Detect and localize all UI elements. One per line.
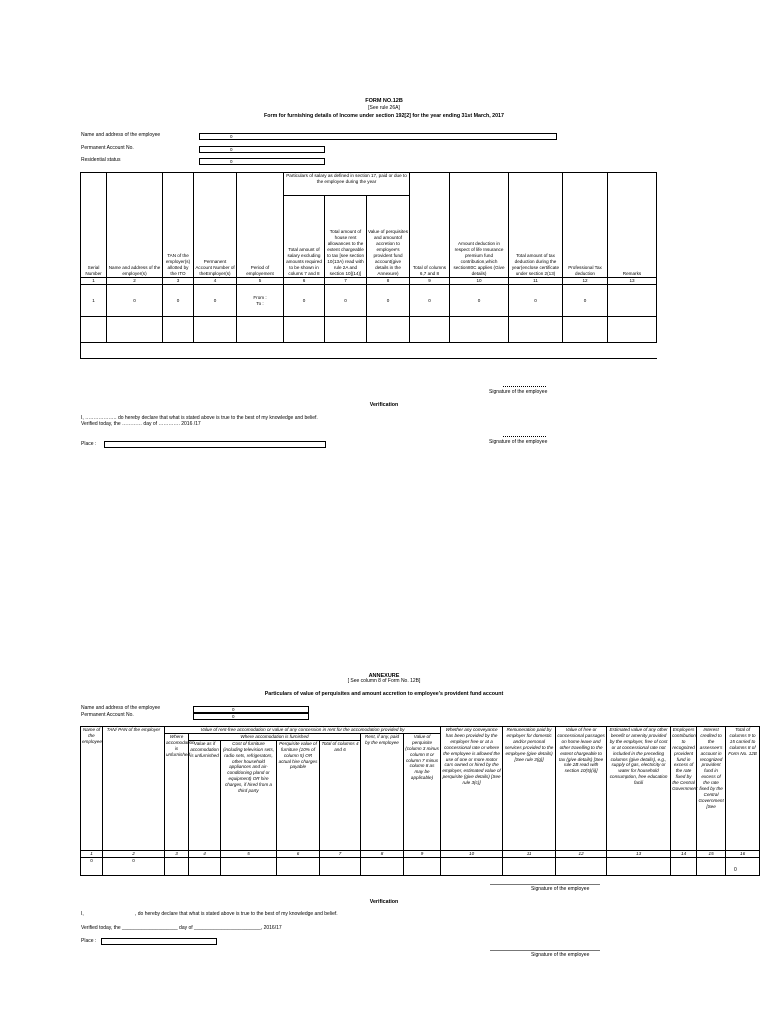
col-number: 1 xyxy=(81,850,103,857)
table-cell: 0 xyxy=(194,285,237,317)
place-field[interactable] xyxy=(104,441,326,448)
residential-status-field[interactable]: 0 xyxy=(199,158,325,165)
col-header: Total of columns 6,7 and 8 xyxy=(410,173,450,278)
table-cell xyxy=(277,857,320,875)
table-cell: 0 xyxy=(450,285,509,317)
col-header: Interest credited to the assessee's account in recognized provident fund in excess of the rate fixed by the Central Government [See xyxy=(697,727,726,851)
col-header: Total of columns 9 to 15 carried to columns 8 of Form No. 12B xyxy=(726,727,760,851)
col-number: 8 xyxy=(361,850,404,857)
col-header: Perquisite value of furniture (10% of column 5) OR actual hire charges payable xyxy=(277,740,320,850)
col-number: 6 xyxy=(284,278,325,285)
annexure-pan-label: Permanent Account No. xyxy=(81,712,134,718)
col-number: 4 xyxy=(189,850,221,857)
table-cell: 0 xyxy=(81,857,103,875)
annexure-name-field[interactable]: 0 xyxy=(193,706,309,713)
annexure-signature-label: Signature of the employee xyxy=(531,886,590,892)
residential-status-label: Residential status xyxy=(81,157,121,163)
table-cell xyxy=(563,317,608,343)
form-rule: [See rule 26A] xyxy=(368,105,400,111)
salary-group-header: Particulars of salary as defined in section 17, paid or due to the employee during the year xyxy=(284,173,410,196)
col-number: 12 xyxy=(556,850,607,857)
col-number: 11 xyxy=(503,850,556,857)
table-footer-row xyxy=(81,343,657,359)
pan-field[interactable]: 0 xyxy=(199,146,325,153)
col-header: TAN of the employer(s) allotted by the ITO xyxy=(163,173,194,278)
col-header: Rent, if any, paid by the employee xyxy=(361,733,404,850)
employee-name-field[interactable]: 0 xyxy=(199,133,557,140)
table-cell xyxy=(608,317,657,343)
signature-line xyxy=(503,386,546,387)
table-cell xyxy=(450,317,509,343)
table-cell xyxy=(237,317,284,343)
col-number: 5 xyxy=(237,278,284,285)
col-number: 11 xyxy=(509,278,563,285)
col-header: Value of perquisite (column 3 minus column 8 or column 7 minus column 8 as may be applicable) xyxy=(404,733,441,850)
col-header: Amount deduction in respect of life Insurance premium fund contribution,which section80C applies (Give details) xyxy=(450,173,509,278)
annexure-place-field[interactable] xyxy=(101,938,217,945)
col-number: 8 xyxy=(367,278,410,285)
col-number: 9 xyxy=(404,850,441,857)
table-cell: 0 xyxy=(284,285,325,317)
signature-label: Signature of the employee xyxy=(489,389,548,395)
table-cell xyxy=(607,857,671,875)
table-cell: 0 xyxy=(509,285,563,317)
signature-line xyxy=(490,950,600,951)
table-cell xyxy=(608,285,657,317)
table-cell xyxy=(671,857,697,875)
table-cell xyxy=(410,317,450,343)
table-cell xyxy=(325,317,367,343)
table-cell: 0 xyxy=(563,285,608,317)
col-header: Professional Tax deduction xyxy=(563,173,608,278)
col-number: 13 xyxy=(608,278,657,285)
col-number: 14 xyxy=(671,850,697,857)
table-cell xyxy=(284,317,325,343)
table-cell xyxy=(556,857,607,875)
rent-group-header: Value of rent-free accomodation or value of any concession in rent for the accomodation provided by xyxy=(165,727,441,734)
col-header: Value of free or concessional passages on home leave and other travelling to the extent chargeable to tax (give details) [See rule 2B read with section 10(5)(ii)] xyxy=(556,727,607,851)
declaration-text: I, ………………. do hereby declare that what is stated above is true to the best of my knowledge and belief. xyxy=(81,415,318,421)
table-cell: 0 xyxy=(107,285,163,317)
pan-label: Permanent Account No. xyxy=(81,145,134,151)
form-title: FORM NO.12B xyxy=(365,98,403,104)
col-number: 16 xyxy=(726,850,760,857)
col-number: 7 xyxy=(325,278,367,285)
table-cell xyxy=(503,857,556,875)
table-cell: 0 xyxy=(163,285,194,317)
col-header: Where accomodation is unfurnished xyxy=(165,733,189,850)
table-cell: 1 xyxy=(81,285,107,317)
table-cell: 0 xyxy=(325,285,367,317)
trailing-zero: 0 xyxy=(734,867,737,873)
annexure-name-label: Name and address of the employee xyxy=(81,705,161,711)
verified-text: Verified today, the ………… day of …………. 2016 /17 xyxy=(81,421,201,427)
col-header: Name of the employee xyxy=(81,727,103,851)
col-number: 4 xyxy=(194,278,237,285)
signature-line xyxy=(503,436,546,437)
annexure-pan-field[interactable]: 0 xyxy=(193,713,309,720)
table-cell xyxy=(404,857,441,875)
table-cell xyxy=(320,857,361,875)
col-number: 5 xyxy=(221,850,277,857)
table-cell xyxy=(107,317,163,343)
table-cell xyxy=(697,857,726,875)
annexure-ref: [ See column 8 of Form No. 12B] xyxy=(347,678,421,684)
table-cell: 0 xyxy=(367,285,410,317)
col-header: Whether any conveyance has been provided by the employer free or at a concessional rate or where the employee is allowed the use of one or more motor cars owned or hired by the employer, estimated value of perquisite (give details) [See rule 3(c)] xyxy=(441,727,503,851)
col-header: Value of perquisites and amountof accretion to employee's provident fund account(give details in the Annexure) xyxy=(367,196,410,278)
col-header: Name and address of the employer(s) xyxy=(107,173,163,278)
table-cell xyxy=(189,857,221,875)
salary-table xyxy=(80,172,657,359)
col-number: 9 xyxy=(410,278,450,285)
signature-line xyxy=(490,884,600,885)
col-header: Remarks xyxy=(608,173,657,278)
table-cell-period: From : To : xyxy=(237,285,284,317)
col-header: Period of employement xyxy=(237,173,284,278)
col-header: Total amount of tax deduction during the year(enclose certificate under section 2(13) xyxy=(509,173,563,278)
table-cell xyxy=(81,317,107,343)
col-header: Value as if accomodation is unfurnished xyxy=(189,740,221,850)
table-cell xyxy=(221,857,277,875)
col-header: TAN/ PAN of the employer xyxy=(103,727,165,851)
table-cell xyxy=(194,317,237,343)
col-number: 2 xyxy=(107,278,163,285)
table-cell: 0 xyxy=(103,857,165,875)
furnished-subheader: Where accomodation is furnished xyxy=(189,733,361,740)
col-number: 3 xyxy=(163,278,194,285)
col-number: 10 xyxy=(441,850,503,857)
col-number: 2 xyxy=(103,850,165,857)
table-cell xyxy=(441,857,503,875)
verification-title: Verification xyxy=(369,402,399,408)
col-number: 3 xyxy=(165,850,189,857)
annexure-title: ANNEXURE xyxy=(368,673,400,679)
annexure-verified-text: Verified today, the ____________________ day of ________________________, 2016/17 xyxy=(81,925,282,931)
employee-name-label: Name and address of the employee xyxy=(81,132,161,138)
annexure-declaration-start: I, xyxy=(81,911,84,917)
col-number: 6 xyxy=(277,850,320,857)
col-header: Cost of furniture (including television sets, radio sets, refrigerators, other household appliances and air-conditioning pland or equipment) OR hire charges, if hired from a third party xyxy=(221,740,277,850)
col-number: 1 xyxy=(81,278,107,285)
annexure-subtitle: Particulars of value of perquisites and amount accretion to employee's provident fund account xyxy=(264,691,504,697)
col-number: 12 xyxy=(563,278,608,285)
col-header: Total amount of house rent allowances to the extent chargeable to tax [see section 10(13A) read with rule 2A and section 10[(14)] xyxy=(325,196,367,278)
col-number: 13 xyxy=(607,850,671,857)
table-cell: 0 xyxy=(410,285,450,317)
table-cell xyxy=(361,857,404,875)
form-subtitle: Form for furnishing details of Income under section 192[2] for the year ending 31st March, 2017 xyxy=(264,113,504,119)
col-header: Remuneration paid by employer for domestic and/or personal services provided to the employee (give details) [See rule 3(g)] xyxy=(503,727,556,851)
col-number: 10 xyxy=(450,278,509,285)
col-header: Total of columns 4 and 6 xyxy=(320,740,361,850)
annexure-signature-label-2: Signature of the employee xyxy=(531,952,590,958)
col-number: 15 xyxy=(697,850,726,857)
annexure-declaration-text: , do hereby declare that what is stated above is true to the best of my knowledge and belief. xyxy=(135,911,338,917)
col-header: Serial Number xyxy=(81,173,107,278)
col-number: 7 xyxy=(320,850,361,857)
signature-label: Signature of the employee xyxy=(489,439,548,445)
col-header: Permanent Account Number of theEmployer(s) xyxy=(194,173,237,278)
table-cell xyxy=(163,317,194,343)
annexure-verification-title: Verification xyxy=(369,899,399,905)
table-cell xyxy=(367,317,410,343)
perquisites-table xyxy=(80,726,760,876)
table-cell xyxy=(165,857,189,875)
col-header: Estimated value of any other benefit or amenity provided by the employer, free of cost or at concessional rate not included in the preceding columns (give details), e.g., supply of gas, electricity or water for household consumption, free education facili xyxy=(607,727,671,851)
table-cell xyxy=(509,317,563,343)
table-cell xyxy=(726,857,760,875)
col-header: Total amount of salary excluding amounts required to be shown in colums 7 and 8 xyxy=(284,196,325,278)
place-label: Place : xyxy=(81,441,97,447)
col-header: Employers contribution to recognized provident fund in excess of the rate fixed by the Central Government xyxy=(671,727,697,851)
annexure-place-label: Place : xyxy=(81,938,97,944)
